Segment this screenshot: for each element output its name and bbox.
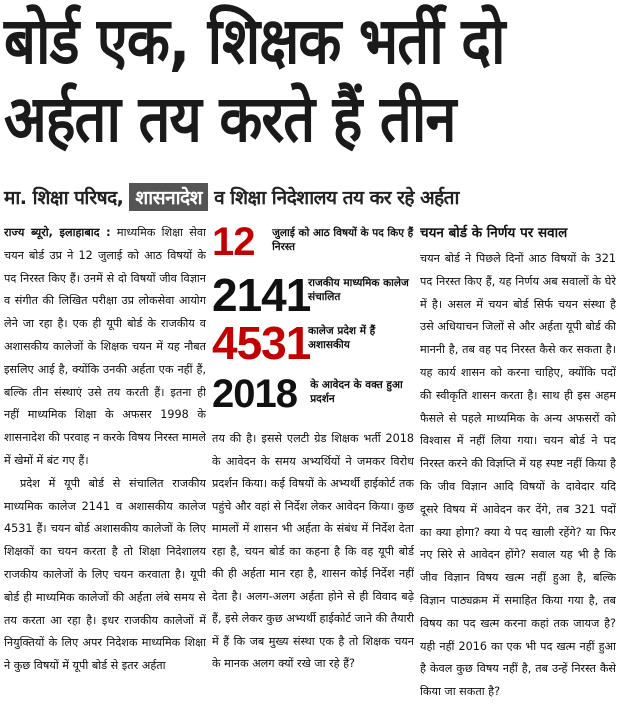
subhead-part-1: मा. शिक्षा परिषद, — [4, 187, 124, 209]
left-paragraph-2: प्रदेश में यूपी बोर्ड से संचालित राजकीय माध्यमिक कालेज 2141 व अशासकीय कालेज 4531 हैं। चयन बोर्ड अशासकीय कालेजों के लिए शिक्षकों का चयन करता है तो शिक्षा निदेशालय राजकीय कालेजों के लिए चयन करवाता है। यूपी बोर्ड ही माध्यमिक कालेजों की अर्हता लंबे समय से तय करता आ रहा है। इधर राजकीय कालेजों में नियुक्तियों के लिए अपर निदेशक माध्यमिक शिक्षा ने कुछ विषयों में यूपी बोर्ड से इतर अर्हता — [4, 476, 206, 673]
subhead-highlight-box: शासनादेश — [129, 183, 208, 211]
article-middle-column — [212, 428, 414, 718]
stat-box — [212, 374, 416, 414]
stat-number: 2018 — [212, 372, 297, 416]
sidebar-heading: चयन बोर्ड के निर्णय पर सवाल — [420, 225, 568, 241]
headline-line-1: बोर्ड एक, शिक्षक भर्ती दो — [4, 4, 505, 80]
stat-label: जुलाई को आठ विषयों के पद किए हैं निरस्त — [272, 227, 414, 253]
left-paragraph-1: माध्यमिक शिक्षा सेवा चयन बोर्ड उप्र ने 12 जुलाई को आठ विषयों के पद निरस्त किए हैं। उनमें से दो विषयों जीव विज्ञान व संगीत की लिखित परीक्षा उप्र लोकसेवा आयोग लेने जा रहा है। एक ही यूपी बोर्ड के राजकीय व अशासकीय कालेजों के शिक्षक चयन में यह नौबत इसलिए आई है, क्योंकि उनकी अर्हता एक नहीं हैं, बल्कि तीन संस्थाएं उसे तय करती हैं। इतना ही नहीं माध्यमिक शिक्षा के अफसर 1998 के शासनादेश की परवाह न करके विषय निरस्त मामले में खेमों में बंट गए हैं। — [4, 226, 206, 467]
stat-label: राजकीय माध्यमिक कालेज संचालित — [308, 277, 409, 303]
stat-number: 4531 — [212, 317, 311, 369]
right-paragraph: चयन बोर्ड ने पिछले दिनों आठ विषयों के 321 पद निरस्त किए हैं, यह निर्णय अब सवालों के घेरे में है। असल में चयन बोर्ड सिर्फ चयन संस्था है उसे अधियाचन जिलों से और अर्हता यूपी बोर्ड की माननी है, तब वह पद निरस्त कैसे कर सकता है। यह कार्य शासन को करना चाहिए, क्योंकि पदों की स्वीकृति शासन करता है। साथ ही इस अहम फैसले से पहले माध्यमिक के अन्य अफसरों को विश्वास में नहीं लिया गया। चयन बोर्ड ने पद निरस्त करने की विज्ञप्ति में यह स्पष्ट नहीं किया है कि जीव विज्ञान आदि विषयों के दावेदार यदि दूसरे विषय में आवेदन कर देंगे, तब 321 पदों का क्या होगा? क्या ये पद खाली रहेंगे? या फिर नए सिरे से आवेदन होंगे? सवाल यह भी है कि जीव विज्ञान विषय खत्म नहीं हुआ है, बल्कि विज्ञान पाठ्यक्रम में समाहित किया गया है, तब विषय का पद खत्म करना कहां तक जायज है? यही नहीं 2016 का एक भी पद खत्म नहीं हुआ है केवल कुछ विषय नहीं है, तब उन्हें निरस्त कैसे किया जा सकता है? — [420, 252, 616, 699]
article-right-column — [420, 222, 616, 716]
article-left-column — [4, 222, 206, 716]
subhead-part-2: व शिक्षा निदेशालय तय कर रहे अर्हता — [214, 187, 459, 209]
stat-number: 12 — [212, 220, 255, 264]
stat-box — [212, 269, 416, 321]
stat-box — [212, 317, 416, 369]
headline-line-2: अर्हता तय करते हैं तीन — [4, 82, 456, 158]
stat-number: 2141 — [212, 269, 311, 321]
middle-paragraph: तय की है। इससे एलटी ग्रेड शिक्षक भर्ती 2018 के आवेदन के समय अभ्यर्थियों ने जमकर विरोध प्रदर्शन किया। कई विषयों के अभ्यर्थी हाईकोर्ट तक पहुंचे और वहां से निर्देश लेकर आवेदन किया। कुछ मामलों में शासन भी अर्हता के संबंध में निर्देश देता रहा है, चयन बोर्ड का कहना है कि वह यूपी बोर्ड की ही अर्हता मान रहा है, शासन कोई निर्देश नहीं देता है। अलग-अलग अर्हता होने से ही विवाद बढ़े हैं, इसे लेकर कुछ अभ्यर्थी हाईकोर्ट जाने की तैयारी में हैं कि जब मुख्य संस्था एक है तो शिक्षक चयन के मानक अलग क्यों रखे जा रहे हैं? — [212, 432, 414, 670]
stat-box — [212, 222, 416, 262]
dateline: राज्य ब्यूरो, इलाहाबाद : — [4, 226, 111, 239]
stat-label: के आवेदन के वक्त हुआ प्रदर्शन — [310, 379, 403, 405]
stat-label: कालेज प्रदेश में हैं अशासकीय — [308, 325, 376, 351]
subheadline — [4, 182, 616, 212]
